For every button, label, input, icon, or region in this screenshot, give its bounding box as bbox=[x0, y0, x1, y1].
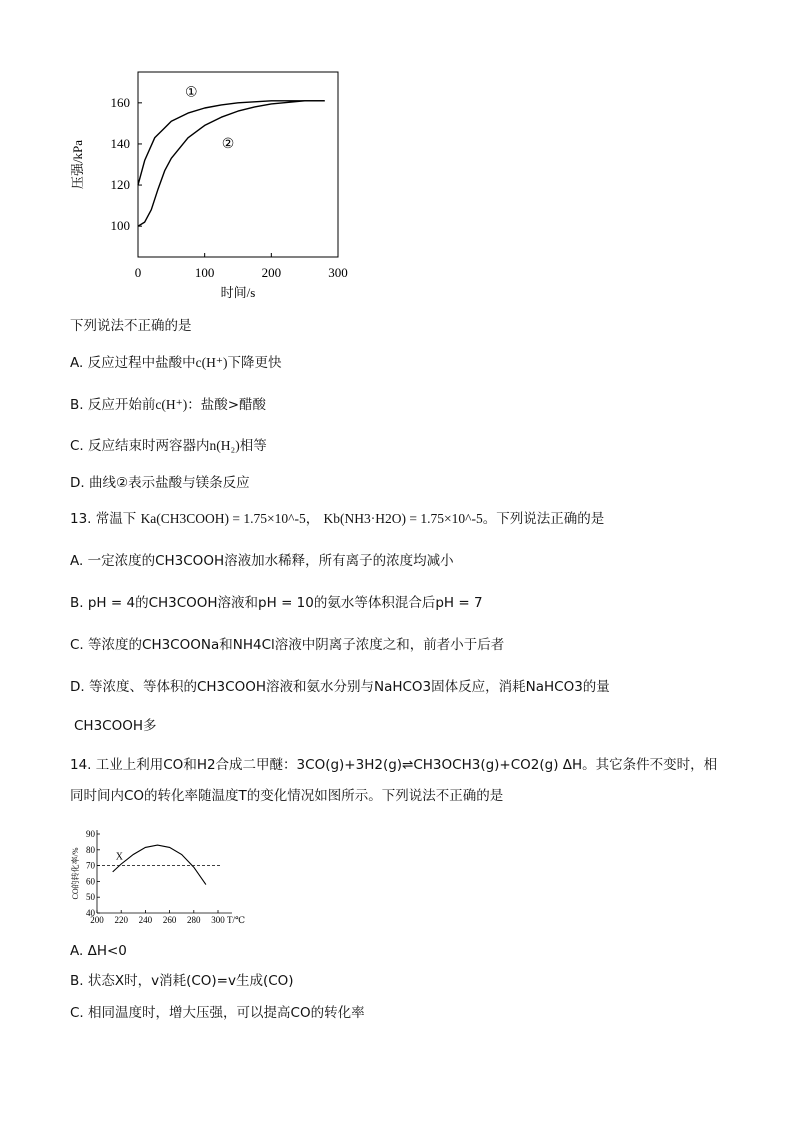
point-x-label: X bbox=[115, 851, 123, 863]
q12-option-d-label: D. bbox=[70, 475, 85, 491]
y-tick-label: 50 bbox=[86, 892, 95, 903]
x-tick-label: 200 bbox=[261, 265, 282, 280]
q12-option-d-pre: 曲线②表示盐酸与镁条反应 bbox=[88, 475, 250, 491]
q13-option-b-text: pH = 4的CH3COOH溶液和pH = 10的氨水等体积混合后pH = 7 bbox=[87, 595, 483, 611]
x-tick-label: 200 bbox=[90, 915, 104, 925]
q12-option-c bbox=[70, 437, 267, 455]
q12-option-a-label: A. bbox=[70, 355, 84, 371]
y-axis-label: 压强/kPa bbox=[70, 139, 85, 190]
q14-option-a-text: ΔH<0 bbox=[87, 943, 127, 959]
y-tick-label: 90 bbox=[86, 829, 95, 839]
x-axis-label: 时间/s bbox=[220, 285, 256, 300]
q13-option-a-text: 一定浓度的CH3COOH溶液加水稀释，所有离子的浓度均减小 bbox=[87, 553, 454, 569]
q14-option-c-label: C. bbox=[70, 1005, 84, 1021]
q12-option-a bbox=[70, 354, 281, 372]
q14-option-c-text: 相同温度时，增大压强，可以提高CO的转化率 bbox=[88, 1005, 365, 1021]
q12-option-b-post: ：盐酸>醋酸 bbox=[187, 397, 267, 413]
q13-option-c bbox=[70, 636, 504, 654]
y-tick-label: 140 bbox=[110, 135, 130, 151]
y-tick-label: 120 bbox=[110, 177, 130, 193]
pressure-time-svg bbox=[70, 62, 370, 302]
q13-option-d-text: 等浓度、等体积的CH3COOH溶液和氨水分别与NaHCO3固体反应，消耗NaHCO3的量 bbox=[88, 679, 610, 695]
y-tick-label: 40 bbox=[86, 908, 95, 918]
x-tick-label: 0 bbox=[134, 265, 142, 280]
x-axis-label: T/℃ bbox=[226, 915, 246, 925]
q13-option-b bbox=[70, 594, 483, 612]
q13-ka: Ka(CH3COOH) = 1.75×10^-5 bbox=[140, 511, 306, 526]
q13-stem: 13. 常温下 Ka(CH3COOH) = 1.75×10^-5， Kb(NH3·H2O) = 1.75×10^-5。下列说法正确的是 bbox=[70, 511, 605, 527]
x-tick-label: 280 bbox=[187, 915, 201, 925]
x-tick-label: 300 bbox=[211, 915, 225, 925]
x-tick-label: 240 bbox=[138, 915, 153, 925]
q14-option-a bbox=[70, 942, 127, 960]
co-conversion-svg bbox=[70, 826, 260, 926]
q13-option-c-label: C. bbox=[70, 637, 84, 653]
series-line-2 bbox=[138, 101, 325, 226]
q14-stem-line1: 14. 工业上利用CO和H2合成二甲醚：3CO(g)+3H2(g)⇌CH3OCH3(g)+CO2(g) ΔH。其它条件不变时，相 bbox=[70, 757, 718, 773]
q13-stem-suffix: 。下列说法正确的是 bbox=[482, 511, 605, 527]
q12-option-c-pre: 反应结束时两容器内 bbox=[88, 438, 210, 454]
q13-option-c-text: 等浓度的CH3COONa和NH4Cl溶液中阴离子浓度之和，前者小于后者 bbox=[88, 637, 505, 653]
y-tick-label: 100 bbox=[110, 218, 130, 234]
q12-option-d bbox=[70, 474, 250, 492]
q14-option-b-label: B. bbox=[70, 973, 84, 989]
q12-option-b-pre: 反应开始前 bbox=[87, 397, 156, 413]
q12-option-b-label: B. bbox=[70, 397, 84, 413]
q14-stem-line2: 同时间内CO的转化率随温度T的变化情况如图所示。下列说法不正确的是 bbox=[70, 788, 504, 804]
q14-option-c bbox=[70, 1004, 365, 1022]
q12-option-c-post: 相等 bbox=[239, 438, 267, 454]
q12-option-c-label: C. bbox=[70, 438, 84, 454]
q12-intro: 下列说法不正确的是 bbox=[70, 318, 192, 334]
conversion-curve bbox=[113, 845, 206, 885]
q13-option-d bbox=[70, 678, 610, 696]
pressure-time-chart bbox=[70, 62, 370, 306]
q14-option-b bbox=[70, 972, 294, 990]
q13-option-b-label: B. bbox=[70, 595, 84, 611]
q12-option-b-formula: c(H⁺) bbox=[155, 397, 188, 412]
q13-stem-prefix: 13. 常温下 bbox=[70, 511, 137, 527]
q12-option-b bbox=[70, 396, 266, 414]
x-tick-label: 300 bbox=[328, 265, 348, 280]
q14-option-b-text: 状态X时，v消耗(CO)=v生成(CO) bbox=[87, 973, 294, 989]
y-tick-label: 80 bbox=[86, 844, 95, 855]
q12-option-a-pre: 反应过程中盐酸中 bbox=[87, 355, 196, 371]
q13-option-d-continuation: CH3COOH多 bbox=[74, 718, 157, 734]
y-tick-label: 160 bbox=[110, 94, 130, 110]
q12-option-a-formula: c(H⁺) bbox=[195, 355, 228, 370]
y-tick-label: 70 bbox=[86, 860, 95, 871]
q13-kb: Kb(NH3·H2O) = 1.75×10^-5 bbox=[323, 511, 483, 526]
series-label-1: ① bbox=[185, 85, 198, 101]
q13-option-a-label: A. bbox=[70, 553, 84, 569]
q12-option-c-formula: n(H₂) bbox=[209, 438, 240, 453]
q12-option-a-post: 下降更快 bbox=[227, 355, 282, 371]
y-axis-label: CO的转化率/% bbox=[71, 847, 80, 900]
co-conversion-chart bbox=[70, 826, 260, 930]
q13-option-d-label: D. bbox=[70, 679, 85, 695]
q14-option-a-label: A. bbox=[70, 943, 84, 959]
y-tick-label: 60 bbox=[86, 876, 95, 887]
q13-option-a bbox=[70, 552, 454, 570]
x-tick-label: 100 bbox=[194, 265, 215, 280]
x-tick-label: 220 bbox=[114, 915, 128, 925]
series-label-2: ② bbox=[221, 137, 235, 153]
x-tick-label: 260 bbox=[162, 915, 177, 925]
